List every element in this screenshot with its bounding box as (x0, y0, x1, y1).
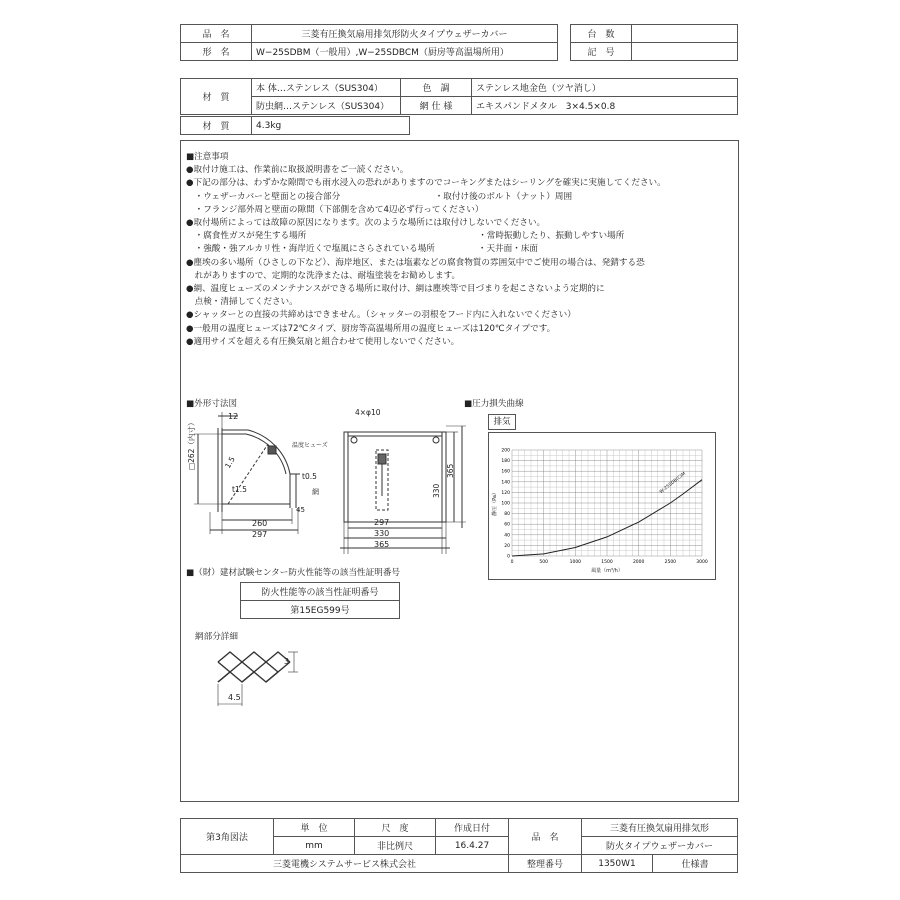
cert-number: 第15EG599号 (241, 601, 400, 619)
dim-12: 12 (228, 412, 239, 421)
product-label: 品 名 (181, 25, 252, 43)
dim-330-horizontal: 330 (374, 529, 390, 538)
mesh-value: エキスパンドメタル 3×4.5×0.8 (472, 97, 738, 115)
cert-title: ■（財）建材試験センター防火性能等の該当性証明番号 (186, 568, 401, 578)
x-tick-label: 500 (539, 560, 548, 565)
note-line: ●シャッターとの直接の共締めはできません。（シャッターの羽根をフード内に入れないでください） (186, 310, 576, 321)
dim-365-horizontal: 365 (374, 540, 390, 549)
weight-label: 材 質 (181, 117, 252, 135)
notes-title: ■注意事項 (186, 152, 229, 162)
qty-value (632, 25, 738, 43)
x-tick-label: 2000 (632, 560, 645, 565)
date-label: 作成日付 (436, 819, 509, 837)
chart-xlabel: 風量（m³/h） (591, 568, 623, 574)
unit-value: mm (274, 837, 355, 855)
ref-label: 整理番号 (509, 855, 582, 873)
y-tick-label: 180 (501, 459, 510, 465)
dim-t1-5: t1.5 (232, 485, 247, 494)
company-name: 三菱電機システムサービス株式会社 (181, 855, 509, 873)
footer-table (180, 818, 738, 873)
note-line: ●取付場所によっては故障の原因になります。次のような場所には取付けしないでください。 (186, 218, 546, 229)
note-line: ・腐食性ガスが発生する場所 ・常時振動したり、振動しやすい場所 (186, 231, 625, 242)
y-tick-label: 20 (504, 543, 510, 549)
weight-value: 4.3kg (252, 117, 410, 135)
note-line: ●一般用の温度ヒューズは72℃タイプ、厨房等高温場所用の温度ヒューズは120℃タイプです。 (186, 323, 556, 334)
pressure-loss-chart (488, 432, 716, 580)
note-line: ・フランジ部外周と壁面の隙間（下部側を含めて4辺必ず行ってください） (186, 204, 484, 215)
notes-section (186, 151, 736, 349)
qty-label: 台 数 (571, 25, 632, 43)
ref-value: 1350W1 (582, 855, 653, 873)
code-value (632, 43, 738, 61)
y-tick-label: 0 (507, 554, 510, 560)
screen-material: 防虫網…ステンレス（SUS304） (252, 97, 401, 115)
curve-label: W-25SDB(C)M (658, 471, 687, 496)
note-line: 点検・清掃してください。 (186, 297, 298, 308)
note-line: ●適用サイズを超える有圧換気扇と組合わせて使用しないでください。 (186, 336, 460, 347)
dim-365-vertical: 365 (446, 463, 455, 478)
mesh-title: 網部分詳細 (195, 632, 238, 642)
code-label: 記 号 (571, 43, 632, 61)
y-tick-label: 120 (501, 490, 510, 496)
dim-297-front: 297 (374, 518, 390, 527)
dim-t0-5: t0.5 (302, 472, 317, 481)
dim-1-5: 1.5 (223, 455, 237, 470)
note-line: ・強酸・強アルカリ性・海岸近くで塩風にさらされている場所 ・天井面・床面 (186, 244, 539, 255)
name-line-2: 防火タイプウェザーカバー (582, 837, 738, 855)
y-tick-label: 200 (501, 448, 510, 454)
body-material: 本 体…ステンレス（SUS304） (252, 79, 401, 97)
cert-header: 防火性能等の該当性証明番号 (241, 583, 400, 601)
net-label: 網 (312, 488, 319, 496)
dim-330-vertical: 330 (432, 483, 441, 498)
date-value: 16.4.27 (436, 837, 509, 855)
cert-table (240, 582, 400, 619)
header-table (180, 24, 558, 61)
note-line: ●取付け施工は、作業前に取扱説明書をご一読ください。 (186, 165, 409, 176)
unit-label: 単 位 (274, 819, 355, 837)
note-line: ●塵埃の多い場所（ひさしの下など）、海岸地区、または塩素などの腐食物質の雰囲気中でご使用の場合は、発錆する恐 (186, 257, 645, 268)
scale-label: 尺 度 (355, 819, 436, 837)
y-tick-label: 40 (504, 533, 510, 539)
dim-262: □262（内寸） (187, 418, 196, 470)
x-tick-label: 1000 (569, 560, 582, 565)
pressure-title: ■圧力損失曲線 (464, 399, 524, 409)
fuse-label: 温度ヒューズ (292, 442, 328, 449)
y-tick-label: 100 (501, 501, 510, 507)
chart-grid (512, 450, 702, 556)
chart-ylabel: 静圧（Pa） (492, 490, 498, 516)
y-tick-label: 80 (504, 512, 510, 518)
scale-value: 非比例尺 (355, 837, 436, 855)
product-name: 三菱有圧換気扇用排気形防火タイプウェザーカバー (252, 25, 558, 43)
model-label: 形 名 (181, 43, 252, 61)
color-label: 色 調 (401, 79, 472, 97)
y-tick-label: 160 (501, 469, 510, 475)
weight-table (180, 116, 410, 135)
chart-ticks (501, 448, 707, 566)
dim-297-side: 297 (252, 530, 268, 539)
dim-260: 260 (252, 519, 268, 528)
y-tick-label: 140 (501, 480, 510, 486)
dimensions-title: ■外形寸法図 (186, 399, 238, 409)
note-line: ●網、温度ヒューズのメンテナンスができる場所に取付け、網は塵埃等で目づまりを起こさないよう定期的に (186, 284, 605, 295)
name-label: 品 名 (509, 819, 582, 855)
front-view-drawing (330, 418, 470, 558)
mesh-dim-3: 3 (284, 657, 290, 666)
name-line-1: 三菱有圧換気扇用排気形 (582, 819, 738, 837)
hole-label: 4×φ10 (355, 408, 381, 417)
x-tick-label: 3000 (696, 560, 708, 565)
mesh-dim-4-5: 4.5 (228, 693, 241, 702)
note-line: ・ウェザーカバーと壁面との接合部分 ・取付け後のボルト（ナット）周囲 (186, 191, 573, 202)
x-tick-label: 1500 (601, 560, 613, 565)
side-view-drawing (186, 408, 316, 548)
mesh-label: 網 仕 様 (401, 97, 472, 115)
x-tick-label: 0 (510, 560, 514, 565)
note-line: ●下記の部分は、わずかな隙間でも雨水浸入の恐れがありますのでコーキングまたはシーリングを確実に実施してください。 (186, 178, 666, 189)
doc-type: 仕様書 (653, 855, 738, 873)
note-line: れがありますので、定期的な洗浄または、耐塩塗装をお勧めします。 (186, 270, 461, 281)
dim-45: 45 (296, 506, 305, 514)
projection: 第3角図法 (181, 819, 274, 855)
x-tick-label: 2500 (664, 560, 677, 565)
model-name: W−25SDBM（一般用）,W−25SDBCM（厨房等高温場所用） (252, 43, 558, 61)
material-label: 材 質 (181, 79, 252, 115)
exhaust-tag: 排気 (488, 414, 516, 430)
y-tick-label: 60 (504, 522, 510, 528)
color-value: ステンレス地金色（ツヤ消し） (472, 79, 738, 97)
spec-table (180, 78, 738, 115)
qty-table (570, 24, 738, 61)
